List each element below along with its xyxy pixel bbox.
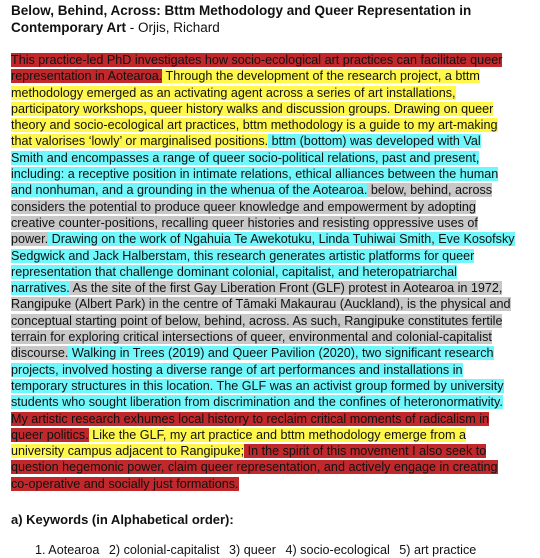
document-title	[11, 0, 526, 36]
keyword-item: 3) queer	[229, 543, 276, 558]
keywords-heading: a) Keywords (in Alphabetical order):	[11, 512, 234, 528]
title-line-1: Below, Behind, Across: Bttm Methodology and Queer Representation in	[11, 3, 472, 18]
highlight-segment: Like the GLF, my art practice and bttm methodology emerge from a university campus adjacent to Rangipuke;	[11, 427, 466, 459]
highlight-segment: My artistic research exhumes local historry to reclaim critical moments of radicalism in queer politics.	[11, 411, 489, 442]
title-line-2: Contemporary Art	[11, 20, 127, 35]
highlight-segment: bttm (bottom) was developed with Val Smith and encompasses a range of queer socio-political relations, past and present, including: a receptive position in intimate relations, ethical alliances between the human and nonhuman, and a grounding in the whenua of the Aotearoa.	[11, 134, 499, 198]
highlight-segment: Through the development of the research project, a bttm methodology emerged as an activating agent across a series of art installations, participatory workshops, queer history walks and discussion groups. Drawing on queer theory and socio-ecological art practices, bttm methodology is a guide to my art-making that valorises ‘lowly’ or marginalised positions.	[11, 69, 498, 149]
highlight-segment: In the spirit of this movement I also seek to question hegemonic power, claim queer representation, and actively engage in creating co-operative and socially just formations.	[11, 444, 498, 491]
highlight-segment: This practice-led PhD investigates how socio-ecological art practices can facilitate queer representation in Aotearoa.	[11, 53, 503, 84]
highlight-segment: Walking in Trees (2019) and Queer Pavilion (2020), two significant research projects, involved hosting a diverse range of art performances and installations in temporary structures in this location. The GLF was an activist group formed by university students who sought liberation from discrimination and the confines of heteronormativity.	[11, 346, 504, 410]
keyword-item: 5) art practice	[399, 543, 477, 558]
keyword-item: 4) socio-ecological	[285, 543, 390, 558]
highlight-segment: As the site of the first Gay Liberation Front (GLF) protest in Aotearoa in 1972, Rangipuke (Albert Park) in the centre of Tāmaki Makaurau (Auckland), is the physical and conceptual starting point of below, behind, across. As such, Rangipuke constitutes fertile terrain for exploring critical intersections of queer, environmental and colonial-capitalist discourse.	[11, 281, 511, 361]
keyword-item: 1. Aotearoa	[35, 543, 100, 558]
abstract-paragraph	[11, 52, 516, 492]
keywords-list	[35, 542, 540, 558]
highlight-segment: below, behind, across considers the potential to produce queer knowledge and empowerment by adopting creative counter-positions, recalling queer histories and resisting oppressive uses of power.	[11, 183, 493, 247]
highlight-segment: Drawing on the work of Ngahuia Te Awekotuku, Linda Tuhiwai Smith, Eve Kosofsky Sedgwick and Jack Halberstam, this research generates artistic platforms for queer representation that challenge dominant colonial, capitalist, and heteropatriarchal narratives.	[11, 232, 515, 296]
author-name: - Orjis, Richard	[126, 20, 220, 35]
keyword-item: 2) colonial-capitalist	[108, 543, 220, 558]
